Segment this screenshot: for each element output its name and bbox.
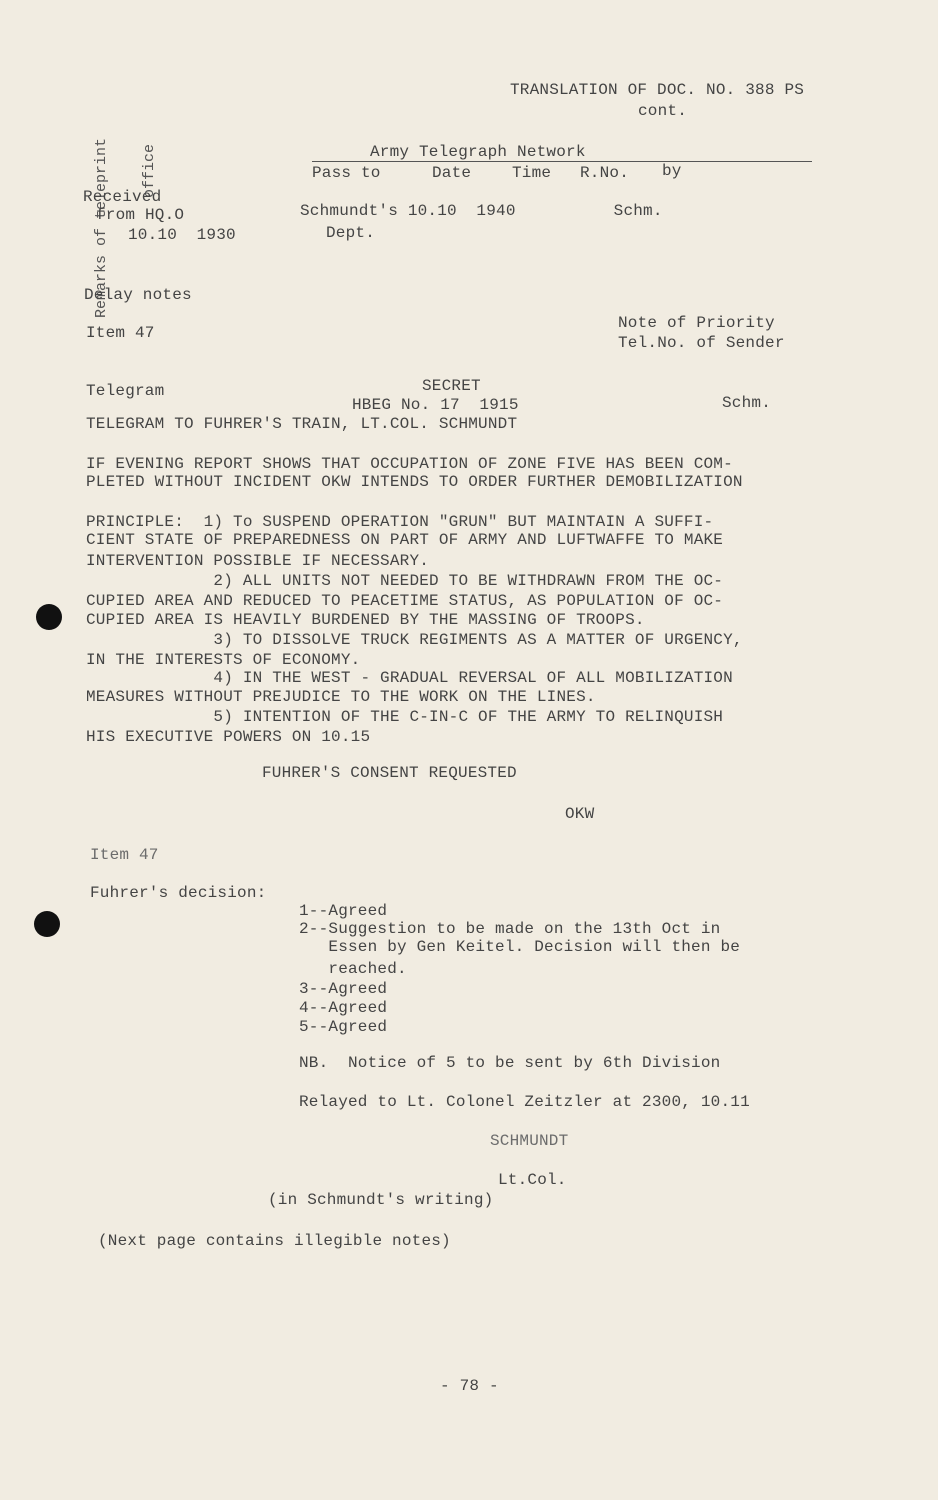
decision-line: 1--Agreed xyxy=(299,902,388,920)
body-intro-2: PLETED WITHOUT INCIDENT OKW INTENDS TO ORDER FURTHER DEMOBILIZATION xyxy=(86,473,743,491)
margin-note-line1: Remarks of teleprint xyxy=(93,137,110,318)
decision-line: 2--Suggestion to be made on the 13th Oct in xyxy=(299,920,721,938)
principle-line: 4) IN THE WEST - GRADUAL REVERSAL OF ALL MOBILIZATION xyxy=(86,669,733,687)
principle-line: CUPIED AREA IS HEAVILY BURDENED BY THE MASSING OF TROOPS. xyxy=(86,611,645,629)
writing-note: (in Schmundt's writing) xyxy=(268,1191,494,1209)
column-time: Time xyxy=(512,164,552,182)
decision-line: Essen by Gen Keitel. Decision will then be xyxy=(299,938,741,956)
principle-line: IN THE INTERESTS OF ECONOMY. xyxy=(86,651,361,669)
doc-title: TRANSLATION OF DOC. NO. 388 PS xyxy=(510,81,805,99)
telegram-ref: HBEG No. 17 1915 xyxy=(352,396,519,414)
received-from: from HQ.O xyxy=(96,206,185,224)
principle-line: 3) TO DISSOLVE TRUCK REGIMENTS AS A MATTER OF URGENCY, xyxy=(86,631,743,649)
punch-hole-top xyxy=(36,604,62,630)
received-label: Received xyxy=(83,188,162,206)
page-number: - 78 - xyxy=(440,1377,499,1395)
signature-name: SCHMUNDT xyxy=(490,1132,569,1150)
column-r-no: R.No. xyxy=(580,164,630,182)
principle-line: PRINCIPLE: 1) To SUSPEND OPERATION "GRUN" BUT MAINTAIN A SUFFI- xyxy=(86,513,714,531)
decision-line: reached. xyxy=(299,960,407,978)
principle-line: 5) INTENTION OF THE C-IN-C OF THE ARMY TO RELINQUISH xyxy=(86,708,724,726)
footer-note: (Next page contains illegible notes) xyxy=(98,1232,451,1250)
decision-line: 5--Agreed xyxy=(299,1018,388,1036)
body-intro-1: IF EVENING REPORT SHOWS THAT OCCUPATION OF ZONE FIVE HAS BEEN COM- xyxy=(86,455,733,473)
doc-title-cont: cont. xyxy=(638,102,688,120)
nb-note: NB. Notice of 5 to be sent by 6th Division xyxy=(299,1054,721,1072)
delay-notes: Delay notes xyxy=(84,286,192,304)
column-by: by xyxy=(662,162,682,180)
principle-line: 2) ALL UNITS NOT NEEDED TO BE WITHDRAWN FROM THE OC- xyxy=(86,572,724,590)
network-row: Schmundt's 10.10 1940 Schm. xyxy=(300,202,663,220)
network-row-dept: Dept. xyxy=(326,224,376,242)
consent-requested: FUHRER'S CONSENT REQUESTED xyxy=(262,764,517,782)
principle-line: CUPIED AREA AND REDUCED TO PEACETIME STATUS, AS POPULATION OF OC- xyxy=(86,592,724,610)
item-number-decision: Item 47 xyxy=(90,846,159,864)
priority-note: Note of Priority xyxy=(618,314,775,332)
network-underline xyxy=(312,161,812,162)
margin-note-line2: office xyxy=(141,143,158,198)
principle-line: MEASURES WITHOUT PREJUDICE TO THE WORK ON THE LINES. xyxy=(86,688,596,706)
okw-signoff: OKW xyxy=(565,805,595,823)
principle-line: INTERVENTION POSSIBLE IF NECESSARY. xyxy=(86,552,430,570)
secret-mark: SECRET xyxy=(422,377,481,395)
item-number-top: Item 47 xyxy=(86,324,155,342)
principle-line: CIENT STATE OF PREPAREDNESS ON PART OF ARMY AND LUFTWAFFE TO MAKE xyxy=(86,531,724,549)
column-pass-to: Pass to xyxy=(312,164,381,182)
telegram-label: Telegram xyxy=(86,382,165,400)
signature-rank: Lt.Col. xyxy=(498,1171,567,1189)
punch-hole-bottom xyxy=(34,911,60,937)
column-date: Date xyxy=(432,164,472,182)
telegram-sender: Schm. xyxy=(722,394,772,412)
decision-line: 4--Agreed xyxy=(299,999,388,1017)
decision-line: 3--Agreed xyxy=(299,980,388,998)
decision-label: Fuhrer's decision: xyxy=(90,884,267,902)
principle-line: HIS EXECUTIVE POWERS ON 10.15 xyxy=(86,728,371,746)
priority-tel: Tel.No. of Sender xyxy=(618,334,785,352)
received-datetime: 10.10 1930 xyxy=(128,226,236,244)
telegram-to: TELEGRAM TO FUHRER'S TRAIN, LT.COL. SCHMUNDT xyxy=(86,415,518,433)
relayed-note: Relayed to Lt. Colonel Zeitzler at 2300, 10.11 xyxy=(299,1093,750,1111)
network-title: Army Telegraph Network xyxy=(370,143,586,161)
